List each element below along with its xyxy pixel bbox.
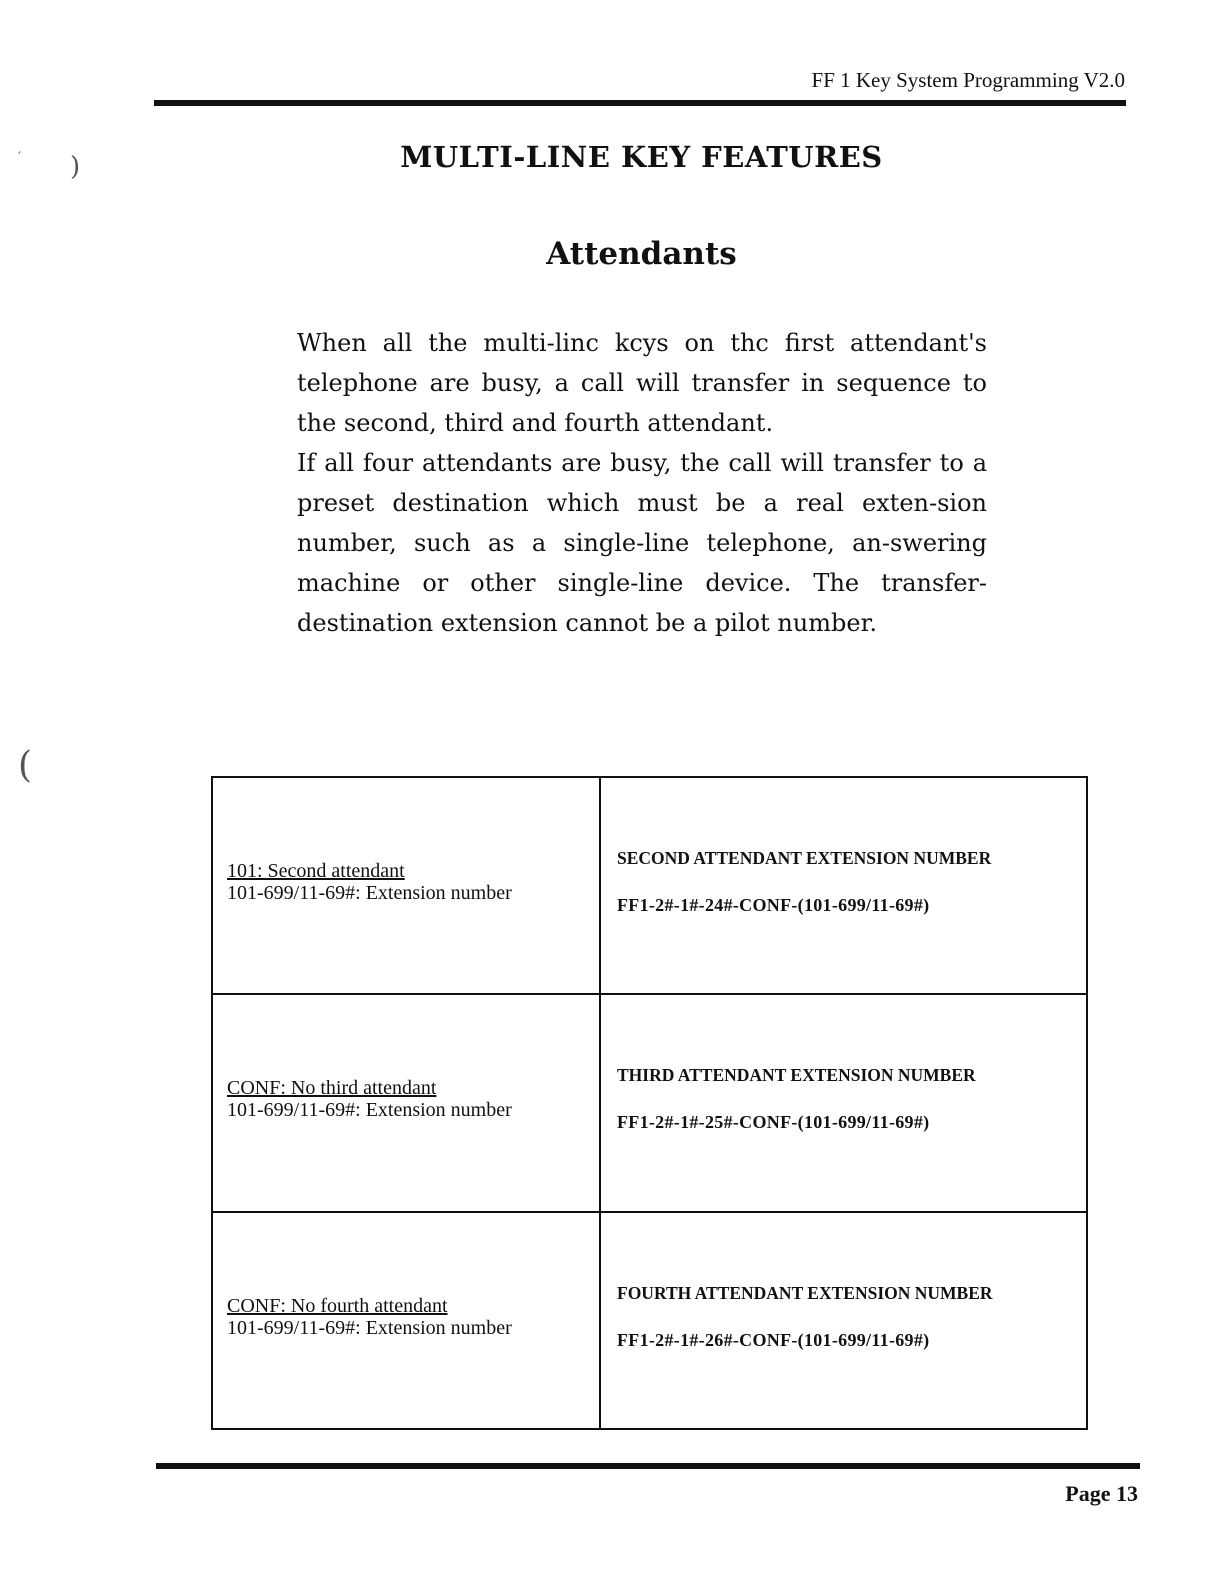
option-cell	[212, 994, 600, 1211]
range-label: 101-699/11-69#: Extension number	[227, 1099, 512, 1122]
body-paragraph-2: If all four attendants are busy, the call will transfer to a preset destination which must be a real exten-sion number, such as a single-line telephone, an-swering machine or other single-line device. The transfer-destination extension cannot be a pilot number.	[297, 449, 987, 637]
option-cell	[212, 777, 600, 994]
section-title: Attendants	[546, 236, 737, 272]
range-label: 101-699/11-69#: Extension number	[227, 882, 512, 904]
code-cell	[600, 994, 1087, 1211]
setting-heading: FOURTH ATTENDANT EXTENSION NUMBER	[617, 1282, 993, 1303]
option-cell	[212, 1212, 600, 1429]
program-code: FF1-2#-1#-25#-CONF-(101-699/11-69#)	[617, 1112, 930, 1133]
header-title: FF 1 Key System Programming V2.0	[811, 68, 1125, 92]
body-paragraph-1: When all the multi-linc kcys on thc first attendant's telephone are busy, a call will transfer in sequence to the second, third and fourth attendant.	[297, 329, 987, 437]
program-code: FF1-2#-1#-24#-CONF-(101-699/11-69#)	[617, 895, 930, 915]
option-label: 101: Second attendant	[227, 860, 405, 882]
table-row	[212, 777, 1087, 994]
settings-table	[211, 776, 1088, 1430]
setting-heading: SECOND ATTENDANT EXTENSION NUMBER	[617, 848, 992, 868]
option-label: CONF: No third attendant	[227, 1077, 437, 1100]
footer-rule	[156, 1463, 1140, 1469]
code-cell	[600, 1212, 1087, 1429]
scan-mark: (	[18, 745, 33, 786]
main-title: MULTI-LINE KEY FEATURES	[400, 140, 883, 174]
page-number: Page 13	[1065, 1481, 1138, 1506]
range-label: 101-699/11-69#: Extension number	[227, 1316, 512, 1339]
setting-heading: THIRD ATTENDANT EXTENSION NUMBER	[617, 1065, 976, 1086]
table-row	[212, 994, 1087, 1211]
scan-mark: ′	[18, 150, 22, 166]
table-row	[212, 1212, 1087, 1429]
option-label: CONF: No fourth attendant	[227, 1294, 448, 1317]
scan-mark: )	[70, 152, 81, 182]
code-cell	[600, 777, 1087, 994]
header-rule	[154, 100, 1126, 106]
body-text	[297, 323, 987, 643]
program-code: FF1-2#-1#-26#-CONF-(101-699/11-69#)	[617, 1329, 930, 1350]
